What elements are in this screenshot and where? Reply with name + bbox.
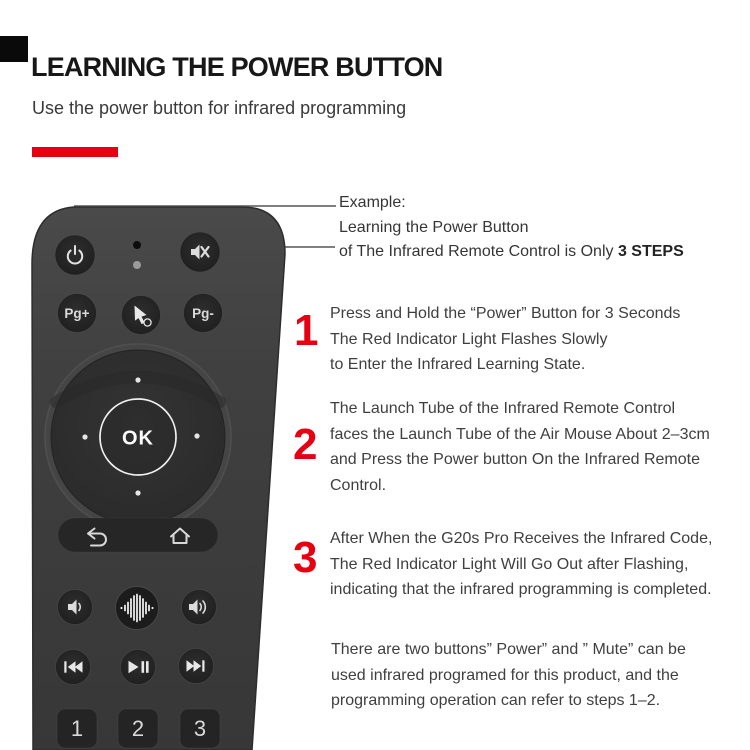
ok-label: OK	[122, 427, 154, 450]
step-2-text: The Launch Tube of the Infrared Remote Control faces the Launch Tube of the Air Mouse About 2–3cm and Press the Power button On the Infrared Remote Control.	[330, 400, 710, 494]
digit-2-button	[118, 709, 158, 748]
page-subtitle: Use the power button for infrared programming	[32, 98, 407, 118]
step-3-text: After When the G20s Pro Receives the Infrared Code, The Red Indicator Light Will Go Out after Flashing, indicating that the infrared programming is completed.	[330, 530, 713, 598]
example-line-2: Learning the Power Button	[339, 218, 529, 236]
ir-receiver-dot	[133, 241, 141, 249]
pg-plus-button	[58, 294, 97, 333]
next-track-button	[179, 649, 214, 684]
footnote: There are two buttons” Power” and ” Mute” can be used infrared programed for this product, and the programming operation can refer to steps 1–2.	[331, 641, 686, 709]
dpad-up-dot	[135, 377, 140, 382]
pg-minus-label: Pg-	[192, 306, 214, 321]
mic-button	[116, 587, 159, 630]
digit-2-label: 2	[131, 716, 145, 741]
dpad-left-dot	[82, 434, 87, 439]
digit-1-label: 1	[70, 716, 84, 741]
dpad	[44, 343, 232, 531]
red-accent-bar	[32, 147, 118, 157]
volume-down-button	[58, 590, 93, 625]
step-2-number: 2	[293, 420, 318, 469]
back-home-pill	[58, 518, 218, 552]
example-line-3: of The Infrared Remote Control is Only 3 STEPS	[339, 243, 684, 260]
corner-accent-block	[0, 36, 28, 62]
digit-1-button	[57, 709, 97, 748]
dpad-down-dot	[135, 490, 140, 495]
step-1-number: 1	[294, 306, 319, 355]
page-title: LEARNING THE POWER BUTTON	[31, 52, 443, 82]
remote-control-image	[28, 202, 292, 750]
volume-up-button	[182, 590, 217, 625]
step-1-text: Press and Hold the “Power” Button for 3 Seconds The Red Indicator Light Flashes Slowly to Enter the Infrared Learning State.	[330, 305, 681, 373]
previous-track-button	[56, 650, 91, 685]
digit-3-label: 3	[193, 716, 207, 741]
power-button	[55, 235, 95, 275]
ok-button	[100, 399, 176, 475]
step-3-number: 3	[293, 533, 318, 582]
example-line-1: Example:	[339, 194, 406, 211]
pg-minus-button	[184, 294, 223, 333]
pg-plus-label: Pg+	[64, 306, 90, 321]
play-pause-button	[121, 650, 156, 685]
example-steps-emphasis: 3 STEPS	[617, 243, 684, 260]
mute-button	[180, 232, 220, 272]
air-mouse-button	[122, 296, 161, 335]
example-block	[339, 191, 739, 265]
dpad-right-dot	[194, 433, 199, 438]
led-indicator-dot	[133, 261, 141, 269]
digit-3-button	[180, 709, 220, 748]
